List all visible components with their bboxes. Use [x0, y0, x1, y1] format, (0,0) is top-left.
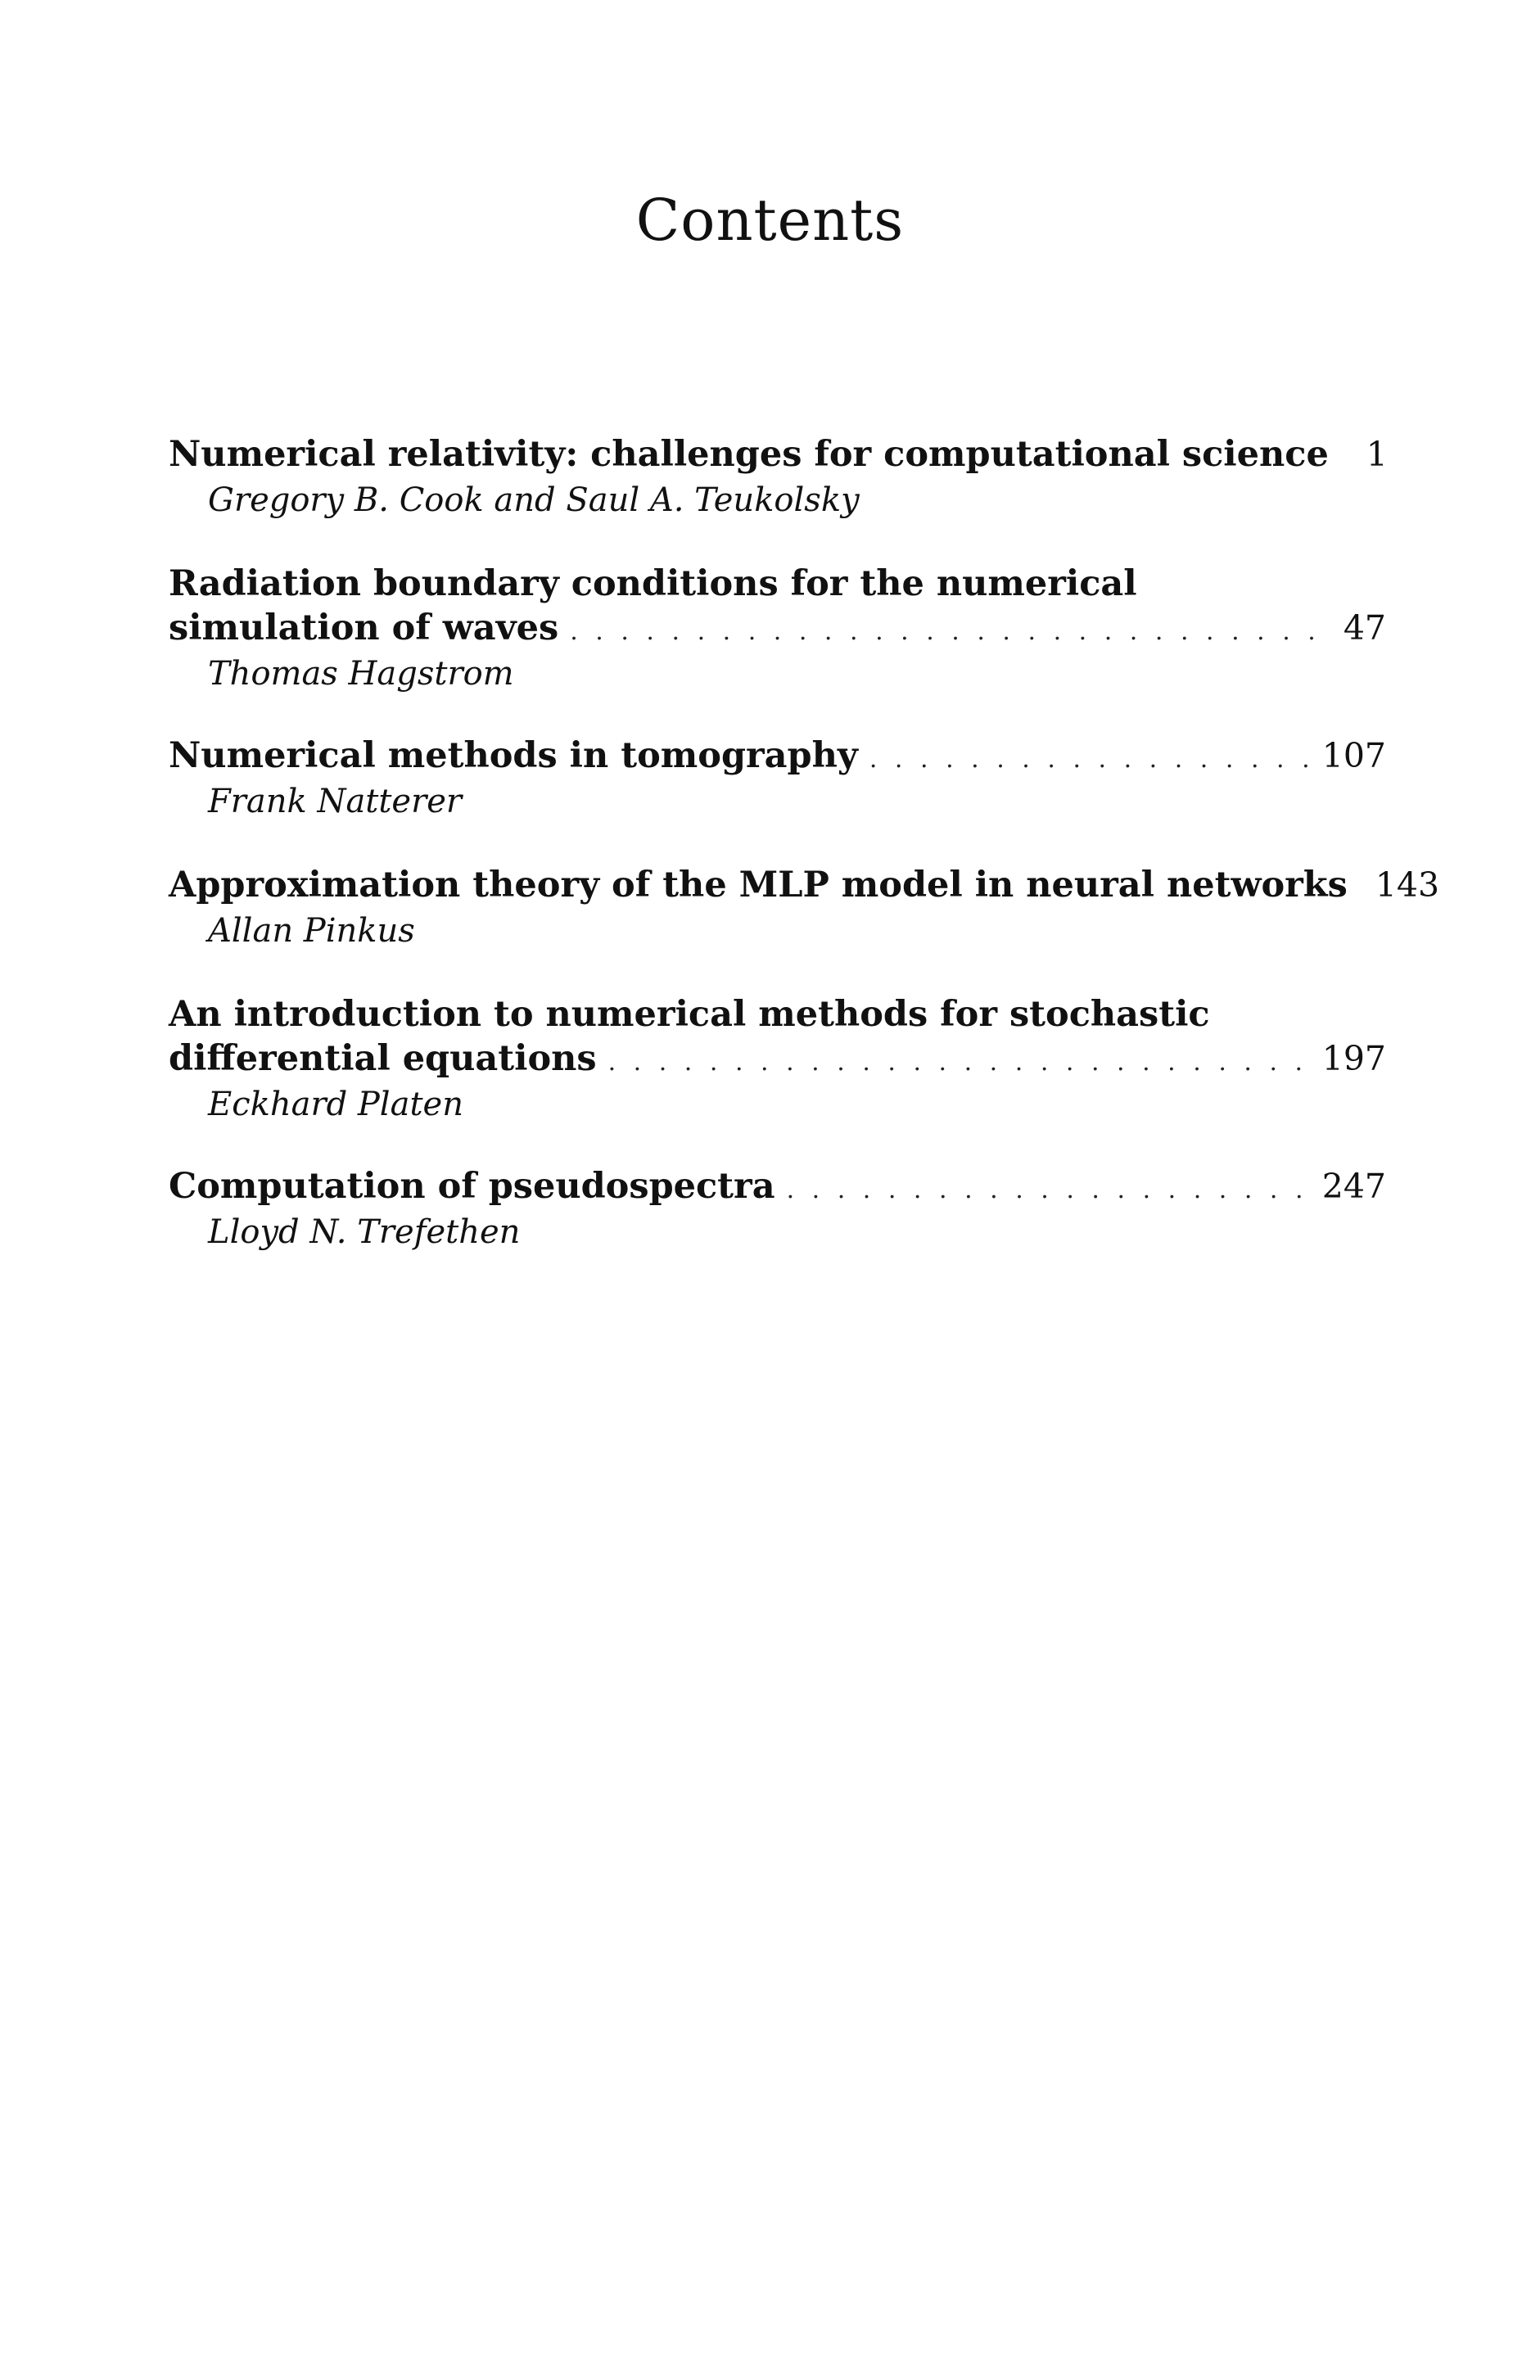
- dot-leader: [869, 745, 1307, 774]
- toc-entry-title-line: [169, 563, 1386, 607]
- toc-entry-authors: Gregory B. Cook and Saul A. Teukolsky: [208, 481, 860, 519]
- toc-entry-page: 143: [1375, 865, 1440, 905]
- toc-entry-page: 197: [1321, 1039, 1386, 1078]
- toc-entry-title: An introduction to numerical methods for stochastic: [169, 994, 1210, 1035]
- toc-entry-authors: Allan Pinkus: [208, 912, 415, 950]
- toc-entry-title: Radiation boundary conditions for the numerical: [169, 563, 1137, 604]
- toc-entry-title-line: [169, 434, 1386, 478]
- dot-leader: [608, 1048, 1307, 1077]
- toc-entry-title: Numerical methods in tomography: [169, 735, 858, 776]
- toc-entry-title-line: [169, 994, 1386, 1038]
- toc-entry[interactable]: [169, 563, 1386, 696]
- toc-entry-title: Computation of pseudospectra: [169, 1166, 775, 1207]
- toc-entry-authors: Frank Natterer: [208, 783, 463, 820]
- toc-entry-title-line: [169, 1166, 1386, 1210]
- toc-entry[interactable]: [169, 865, 1440, 953]
- toc-entry[interactable]: [169, 1166, 1386, 1254]
- toc-entry-page: 1: [1366, 435, 1388, 474]
- toc-entry-page: 107: [1321, 736, 1386, 775]
- toc-entry-authors: Lloyd N. Trefethen: [208, 1213, 521, 1251]
- toc-entry-title: simulation of waves: [169, 607, 559, 648]
- toc-entry-authors: Eckhard Platen: [208, 1086, 463, 1123]
- toc-entry-title-line: [169, 735, 1386, 779]
- page-title: Contents: [635, 187, 905, 254]
- toc-entry-title: differential equations: [169, 1038, 597, 1079]
- toc-entry-authors: Thomas Hagstrom: [208, 655, 514, 693]
- toc-entry-page: 47: [1343, 608, 1386, 648]
- toc-entry-title: Approximation theory of the MLP model in neural networks: [169, 865, 1348, 905]
- toc-entry[interactable]: [169, 735, 1386, 824]
- toc-entry[interactable]: [169, 994, 1386, 1127]
- toc-entry-title-line: [169, 1038, 1386, 1082]
- dot-leader: [570, 617, 1329, 646]
- toc-entry-title-line: [169, 607, 1386, 652]
- toc-entry-page: 247: [1321, 1167, 1386, 1206]
- toc-entry-title-line: [169, 865, 1440, 909]
- dot-leader: [787, 1176, 1307, 1204]
- toc-entry[interactable]: [169, 434, 1386, 522]
- toc-entry-title: Numerical relativity: challenges for computational science: [169, 434, 1329, 475]
